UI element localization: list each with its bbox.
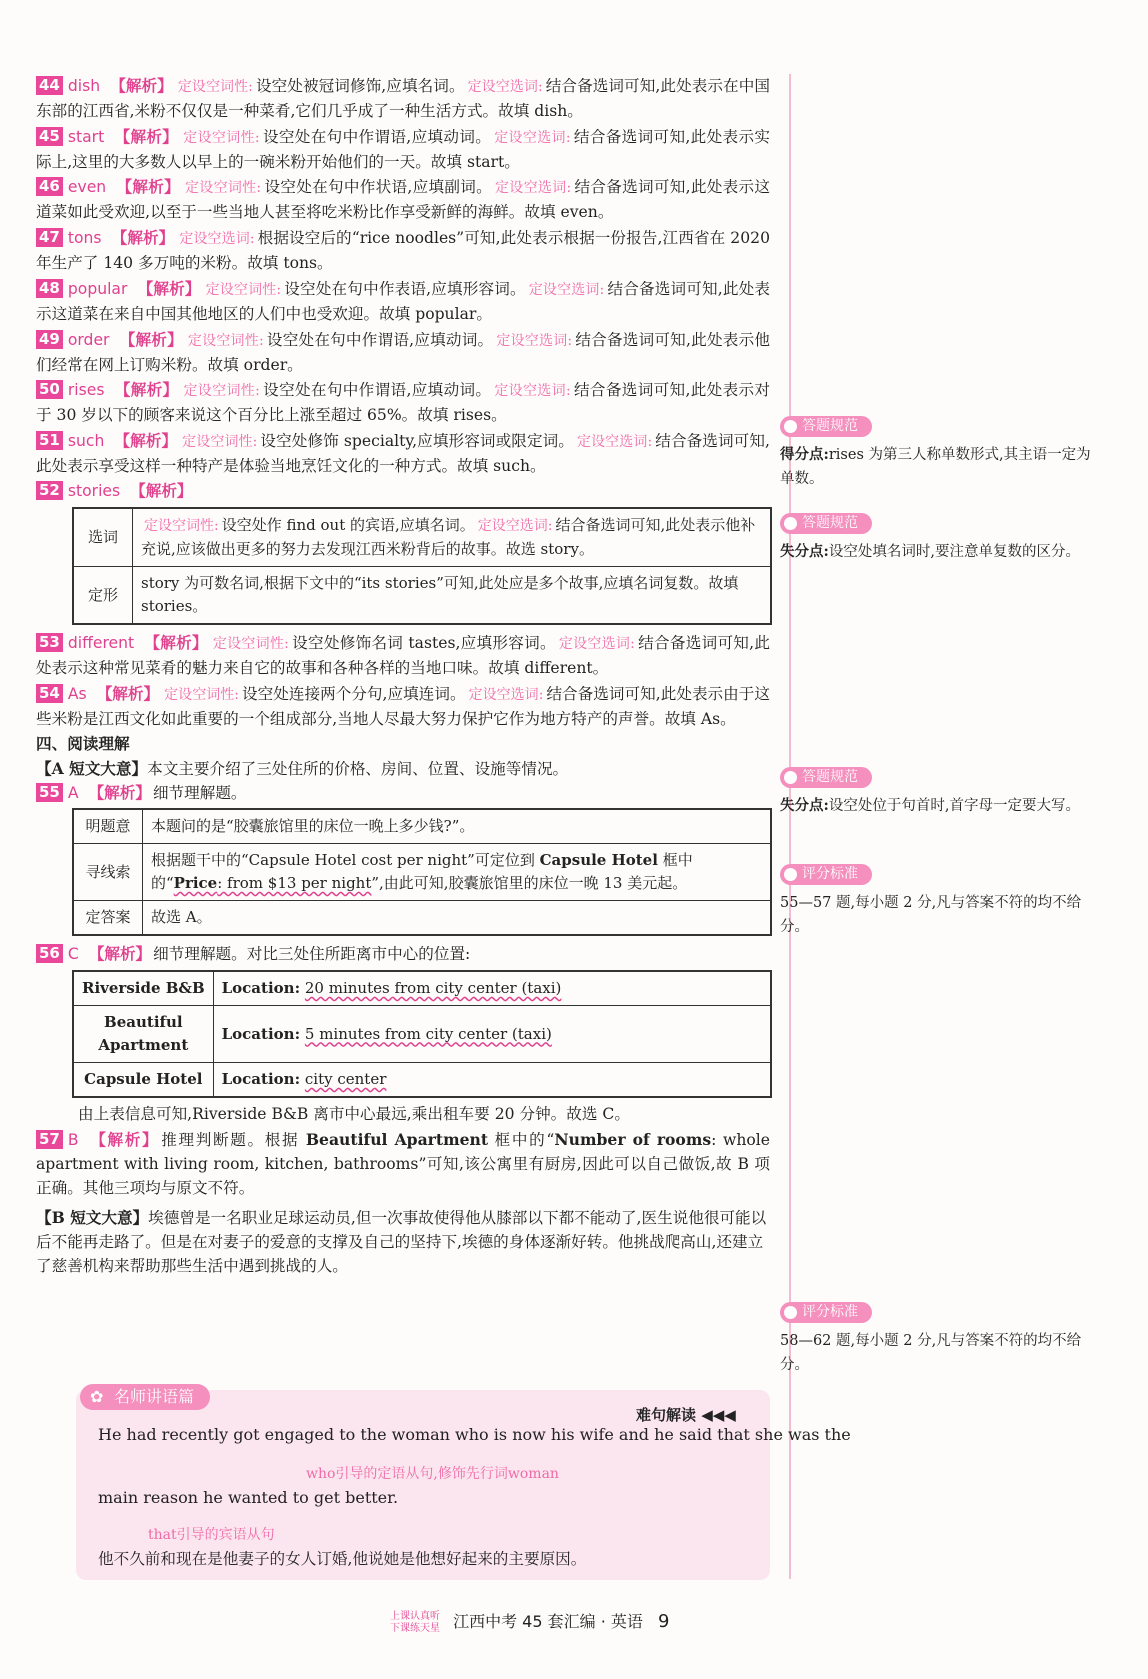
note-text: 58—62 题,每小题 2 分,凡与答案不符的均不给分。	[780, 1333, 1082, 1373]
summary-a	[36, 757, 770, 781]
question-number: 51	[36, 431, 63, 450]
answer-word: A	[67, 784, 79, 802]
step-text: 设空处在句中作状语,应填副词。	[264, 178, 493, 196]
q56-conclusion: 由上表信息可知,Riverside B&B 离市中心最远,乘出租车要 20 分钟。故选 C。	[78, 1105, 630, 1123]
step-tag: 定设空选词:	[179, 230, 255, 247]
note-badge: 评分标准	[780, 1302, 872, 1323]
question-number: 50	[36, 380, 63, 399]
question-number: 48	[36, 279, 63, 298]
step-tag: 定设空选词:	[495, 180, 572, 196]
step-text: 设空处作 find out 的宾语,应填名词。	[221, 516, 475, 534]
analysis-label: 【解析】	[88, 944, 152, 963]
side-note-1	[780, 415, 1110, 491]
analysis-bold: Beautiful Apartment	[305, 1129, 489, 1149]
row-text	[213, 1006, 771, 1063]
section-title: 四、阅读理解	[36, 735, 130, 753]
side-note-4	[780, 863, 1110, 939]
step-text: 结合备选词可知,此处表示实际上,这里的大多数人以早上的一碗米粉开始他们的一天。故填 start。	[36, 127, 770, 171]
step-text: 设空处修饰名词 tastes,应填形容词。	[291, 634, 556, 652]
step-tag: 定设空选词:	[477, 518, 553, 534]
location-key: Location:	[221, 1024, 301, 1043]
table-row	[73, 1006, 771, 1063]
chinese-translation: 他不久前和现在是他妻子的女人订婚,他说她是他想好起来的主要原因。	[98, 1550, 587, 1568]
step-text: 结合备选词可知,此处表示这道菜如此受欢迎,以至于一些当地人甚至将吃米粉比作享受新鲜的海鲜。故填 even。	[36, 178, 770, 221]
step-tag: 定设空词性:	[185, 180, 262, 196]
page-footer	[390, 1609, 669, 1635]
analysis-label: 【解析】	[96, 683, 160, 703]
note-badge: 答题规范	[780, 416, 872, 437]
place-name: Capsule Hotel	[73, 1063, 213, 1098]
step-tag: 定设空词性:	[205, 282, 282, 298]
step-tag: 定设空词性:	[212, 636, 289, 652]
note-badge: 评分标准	[780, 864, 872, 885]
english-sentence-line2: main reason he wanted to get better.	[98, 1488, 399, 1507]
clue-text: 框中的“	[151, 851, 693, 892]
step-tag: 定设空词性:	[183, 383, 260, 399]
question-number: 55	[36, 783, 63, 802]
row-text: 本题问的是“胶囊旅馆里的床位一晚上多少钱?”。	[143, 809, 772, 844]
place-name: Riverside B&B	[73, 971, 213, 1006]
question-number: 49	[36, 330, 63, 349]
analysis-label: 【解析】	[116, 177, 180, 196]
side-note-2	[780, 512, 1110, 564]
question-number: 45	[36, 127, 63, 146]
row-text	[143, 844, 772, 901]
location-value: 5 minutes from city center (taxi)	[304, 1024, 552, 1043]
page-number: 9	[657, 1611, 670, 1632]
analysis-label: 【解析】	[137, 279, 201, 298]
answer-word: start	[67, 127, 105, 146]
note-key: 失分点:	[780, 543, 829, 560]
row-label: 定答案	[73, 901, 143, 936]
english-sentence-line1: He had recently got engaged to the woman who is now his wife and he said that she was the	[98, 1425, 851, 1444]
row-label: 定形	[73, 567, 133, 625]
answer-word: popular	[67, 280, 128, 298]
clue-text: : from $13 per night	[217, 874, 372, 892]
row-label: 明题意	[73, 809, 143, 844]
note-text: 设空处填名词时,要注意单复数的区分。	[828, 544, 1080, 560]
table-row	[73, 508, 771, 567]
summary-text: 埃德曾是一名职业足球运动员,但一次事故使得他从膝部以下都不能动了,医生说他很可能以后不能再走路了。但是在对妻子的爱意的支撑及自己的坚持下,埃德的身体逐渐好转。他挑战爬高山,还建立了慈善机构来帮助那些生活中遇到挑战的人。	[36, 1208, 767, 1275]
question-number: 56	[36, 944, 63, 963]
q56-table	[72, 970, 772, 1098]
question-number: 52	[36, 481, 63, 500]
question-number: 47	[36, 228, 63, 247]
step-text: 结合备选词可知,此处表示这道菜在来自中国其他地区的人们中也受欢迎。故填 popular。	[36, 280, 770, 323]
answer-word: even	[67, 178, 107, 196]
step-tag: 定设空选词:	[558, 636, 635, 652]
note-key: 失分点:	[780, 797, 829, 814]
step-text: 结合备选词可知,此处表示由于这些米粉是江西文化如此重要的一个组成部分,当地人尽最大努力保护它作为地方特产的声誉。故填 As。	[36, 684, 770, 728]
location-key: Location:	[221, 979, 301, 997]
step-text: 设空处在句中作谓语,应填动词。	[262, 381, 492, 399]
note-text: rises 为第三人称单数形式,其主语一定为单数。	[780, 447, 1091, 487]
row-text: story 为可数名词,根据下文中的“its stories”可知,此处应是多个故事,应填名词复数。故填 stories。	[133, 567, 772, 625]
answer-item	[36, 277, 770, 326]
location-value: 20 minutes from city center (taxi)	[304, 979, 562, 997]
analysis-label: 【解析】	[88, 783, 151, 802]
row-label: 寻线索	[73, 844, 143, 901]
step-text: 设空处在句中作表语,应填形容词。	[284, 280, 526, 298]
step-tag: 定设空选词:	[468, 686, 544, 703]
teacher-badge: ✿ 名师讲语篇	[80, 1384, 210, 1410]
step-text: 结合备选词可知,此处表示这种常见菜肴的魅力来自它的故事和各种各样的当地口味。故填 different。	[36, 634, 770, 677]
location-value: city center	[304, 1070, 387, 1088]
clue-bold: Capsule Hotel	[539, 851, 658, 869]
footer-title: 江西中考 45 套汇编 · 英语	[453, 1612, 643, 1631]
step-text: 设空处连接两个分句,应填连词。	[241, 684, 466, 703]
q55-table	[72, 808, 772, 936]
location-key: Location:	[221, 1070, 301, 1088]
step-tag: 定设空选词:	[467, 79, 543, 95]
answer-item	[36, 74, 770, 123]
answer-57	[36, 1128, 770, 1200]
answer-item	[36, 631, 770, 680]
step-text: 结合备选词可知,此处表示他们经常在网上订购米粉。故填 order。	[36, 330, 770, 374]
step-tag: 定设空词性:	[187, 332, 264, 349]
difficult-sentence-label: 难句解读 ◀◀◀	[636, 1406, 736, 1424]
answer-word: order	[67, 330, 110, 349]
table-row	[73, 901, 771, 936]
answer-word: rises	[67, 381, 105, 399]
question-number: 54	[36, 684, 63, 703]
place-name: Beautiful Apartment	[73, 1006, 213, 1063]
analysis-text: : whole apartment with living room, kitchen, bathrooms”可知,该公寓里有厨房,因此可以自己做饭,故 B 项正确。其他三项均与原文不符。	[36, 1130, 770, 1197]
answer-word: stories	[67, 482, 121, 500]
step-tag: 定设空选词:	[494, 383, 571, 399]
analysis-label: 【解析】	[114, 126, 179, 146]
step-text: 结合备选词可知,此处表示在中国东部的江西省,米粉不仅仅是一种菜肴,它们几乎成了一种生活方式。故填 dish。	[36, 77, 770, 120]
step-text: 结合备选词可知,此处表示他补充说,应该做出更多的努力去发现江西米粉背后的故事。故选 story。	[141, 516, 756, 558]
step-text: 结合备选词可知,此处表示享受这样一种特产是体验当地烹饪文化的一种方式。故填 such。	[36, 431, 770, 475]
row-text	[213, 1063, 771, 1098]
answer-item	[36, 328, 770, 377]
clue-text: ”,由此可知,胶囊旅馆里的床位一晚 13 美元起。	[371, 874, 688, 892]
grammar-note-2: that引导的宾语从句	[148, 1527, 275, 1543]
answer-item	[36, 125, 770, 174]
footer-logo	[390, 1611, 440, 1635]
row-text	[213, 971, 771, 1006]
side-note-3	[780, 766, 1110, 818]
answer-item	[36, 682, 770, 731]
step-text: 设空处修饰 specialty,应填形容词或限定词。	[260, 431, 574, 450]
question-number: 46	[36, 177, 63, 196]
step-text: 根据设空后的“rice noodles”可知,此处表示根据一份报告,江西省在 2020 年生产了 140 多万吨的米粉。故填 tons。	[36, 228, 770, 272]
analysis-label: 【解析】	[110, 76, 173, 95]
answers-53-54	[36, 631, 770, 731]
analysis-text: 推理判断题。根据	[161, 1130, 306, 1149]
answer-word: As	[67, 684, 87, 703]
step-text: 设空处在句中作谓语,应填动词。	[266, 330, 494, 349]
table-row	[73, 567, 771, 625]
analysis-label: 【解析】	[144, 633, 208, 652]
table-row	[73, 971, 771, 1006]
step-tag: 定设空选词:	[496, 332, 573, 349]
q52-table	[72, 507, 772, 625]
step-text: 设空处在句中作谓语,应填动词。	[262, 127, 492, 146]
analysis-bold: Number of rooms	[554, 1129, 712, 1149]
summary-label: 【A 短文大意】	[36, 759, 148, 778]
logo-text: 下课练天星	[390, 1622, 440, 1634]
table-row	[73, 1063, 771, 1098]
answer-55	[36, 781, 770, 805]
question-number: 44	[36, 76, 63, 95]
answer-56	[36, 942, 770, 966]
question-type: 细节理解题。对比三处住所距离市中心的位置:	[153, 945, 471, 963]
note-text: 设空处位于句首时,首字母一定要大写。	[828, 798, 1080, 814]
summary-text: 本文主要介绍了三处住所的价格、房间、位置、设施等情况。	[147, 760, 569, 778]
step-tag: 定设空选词:	[577, 433, 653, 450]
analysis-label: 【解析】	[114, 380, 179, 399]
table-row	[73, 809, 771, 844]
step-tag: 定设空选词:	[528, 282, 605, 298]
summary-b	[36, 1206, 770, 1278]
analysis-label: 【解析】	[88, 1129, 160, 1149]
question-number: 57	[36, 1130, 63, 1149]
note-text: 55—57 题,每小题 2 分,凡与答案不符的均不给分。	[780, 895, 1082, 935]
grammar-note-1: who引导的定语从句,修饰先行词woman	[306, 1466, 559, 1482]
answer-column	[36, 74, 770, 1278]
answer-word: such	[67, 431, 105, 450]
step-text: 设空处被冠词修饰,应填名词。	[255, 77, 465, 95]
row-label: 选词	[73, 508, 133, 567]
answer-item	[36, 429, 770, 478]
row-text	[133, 508, 772, 567]
note-key: 得分点:	[780, 446, 829, 463]
analysis-label: 【解析】	[114, 430, 178, 450]
analysis-label: 【解析】	[119, 329, 183, 349]
answer-word: dish	[67, 77, 101, 95]
side-note-5	[780, 1301, 1110, 1377]
analysis-label: 【解析】	[111, 227, 175, 247]
note-badge: 答题规范	[780, 767, 872, 788]
answer-word: B	[67, 1130, 79, 1149]
clue-bold: Price	[173, 874, 218, 892]
answer-word: C	[67, 945, 79, 963]
step-tag: 定设空词性:	[183, 129, 260, 146]
answer-item	[36, 378, 770, 427]
summary-label: 【B 短文大意】	[36, 1207, 149, 1227]
step-tag: 定设空词性:	[182, 433, 258, 450]
logo-text: 上课认真听	[390, 1610, 440, 1622]
analysis-text: 框中的“	[488, 1130, 555, 1149]
step-tag: 定设空选词:	[494, 129, 571, 146]
note-badge: 答题规范	[780, 513, 872, 534]
analysis-label: 【解析】	[130, 481, 193, 500]
answers-44-51	[36, 74, 770, 478]
answer-item	[36, 175, 770, 224]
answer-word: different	[67, 634, 135, 652]
step-tag: 定设空词性:	[144, 518, 219, 534]
table-row	[73, 844, 771, 901]
answer-52	[36, 479, 770, 503]
question-number: 53	[36, 633, 63, 652]
step-tag: 定设空词性:	[177, 79, 253, 95]
answer-item	[36, 226, 770, 276]
row-text: 故选 A。	[143, 901, 772, 936]
clue-text: 根据题干中的“Capsule Hotel cost per night”可定位到	[151, 851, 540, 869]
step-tag: 定设空词性:	[164, 686, 239, 703]
answer-word: tons	[67, 228, 102, 247]
question-type: 细节理解题。	[152, 784, 247, 802]
step-text: 结合备选词可知,此处表示对于 30 岁以下的顾客来说这个百分比上涨至超过 65%。故填 rises。	[36, 381, 771, 424]
